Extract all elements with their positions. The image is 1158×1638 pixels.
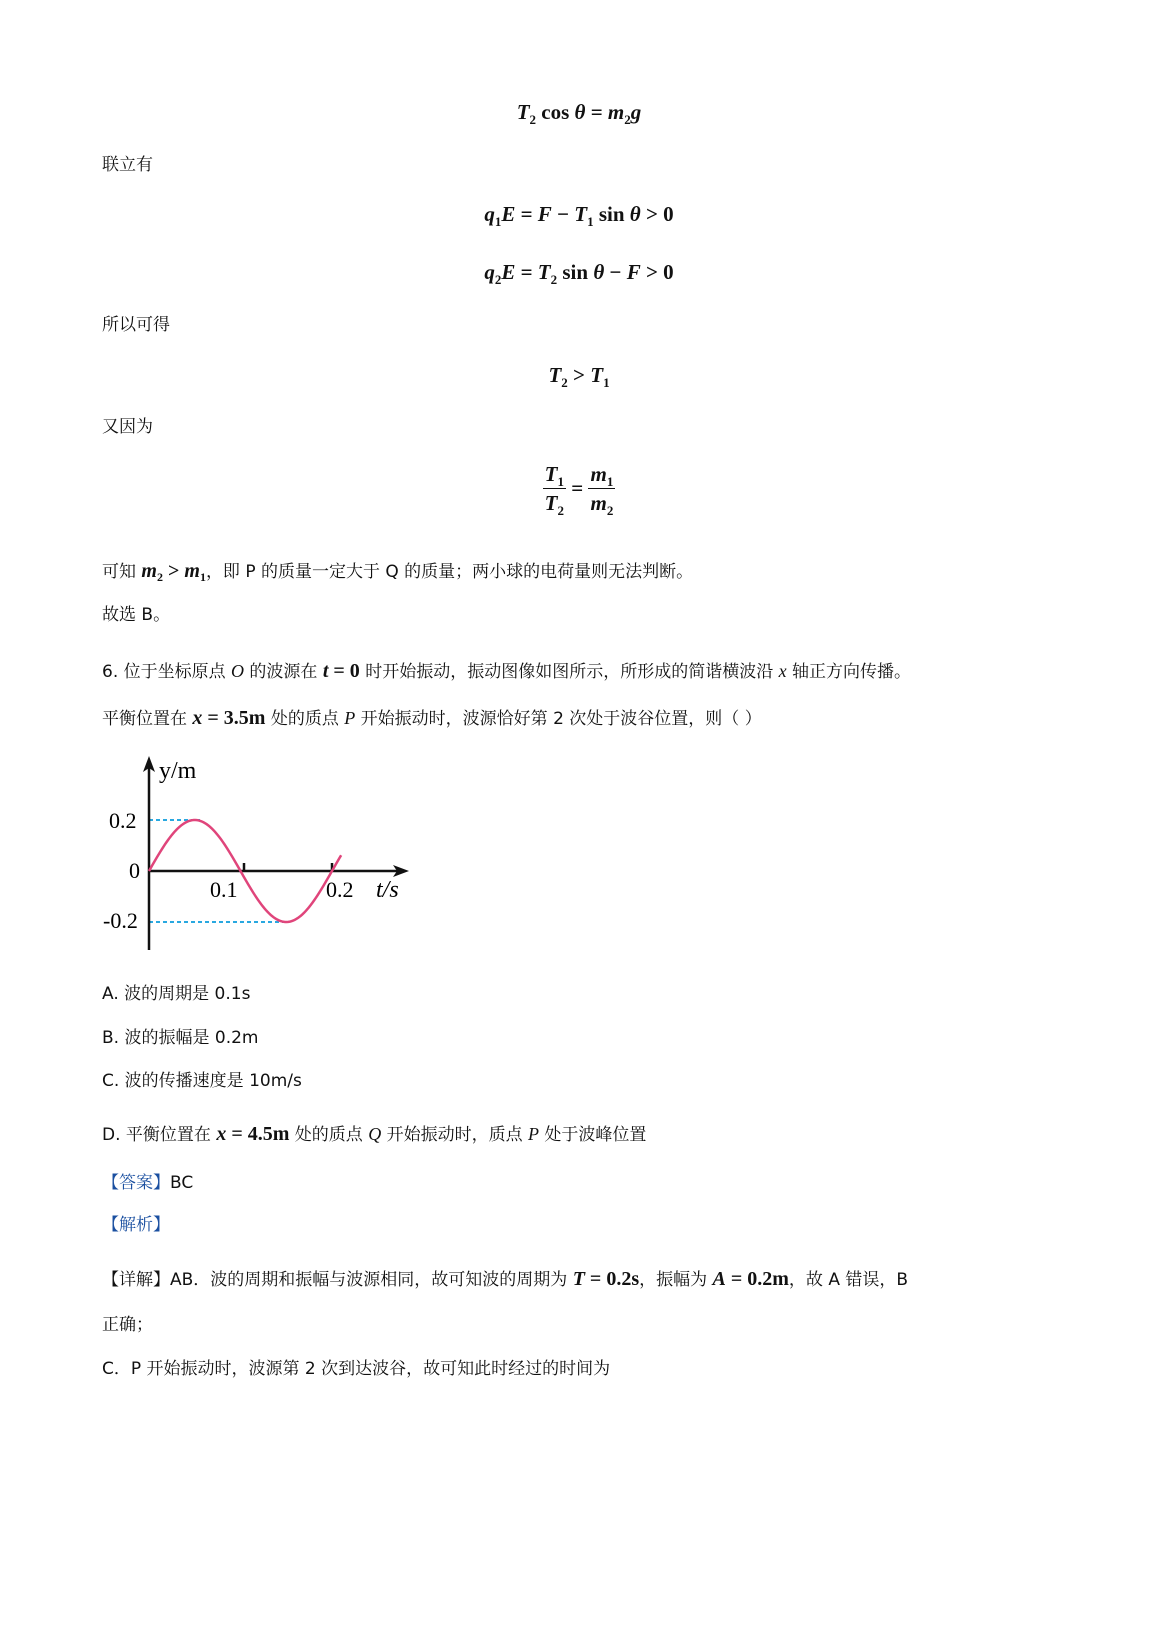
fraction-m: $\frac{m_1}{m_2}$: [590, 462, 614, 518]
y-axis-label: y/m: [159, 758, 197, 784]
answer-line: [102, 1172, 193, 1194]
text-lianli: 联立有: [102, 155, 153, 175]
y-tick-label-zero: 0: [129, 858, 140, 883]
x-tick-label-1: 0.1: [210, 877, 238, 902]
detail-line2: 正确；: [102, 1315, 153, 1335]
equation-t2cos: $T_2$ $\cos \theta = m_2g$: [516, 100, 642, 127]
equation-ratio: $\frac{T_1}{T_2}$ = $\frac{m_1}{m_2}$: [544, 462, 614, 518]
text-guxuan: 故选 B。: [102, 605, 171, 625]
y-tick-label-top: 0.2: [109, 808, 137, 833]
option-a: A. 波的周期是 0.1s: [102, 984, 251, 1004]
x-axis-label: t/s: [376, 877, 399, 903]
text-suoyi: 所以可得: [102, 315, 170, 335]
option-d: D. 平衡位置在 x = 4.5m 处的质点 Q 开始振动时，质点 P 处于波峰位置: [102, 1123, 647, 1145]
detail-line3: C．P 开始振动时，波源第 2 次到达波谷，故可知此时经过的时间为: [102, 1359, 611, 1379]
option-c: C. 波的传播速度是 10m/s: [102, 1071, 302, 1091]
answer-value: BC: [170, 1173, 194, 1193]
question-6-line1: 6. 位于坐标原点 O 的波源在 t = 0 时开始振动，振动图像如图所示，所形成的简谐横波沿 x 轴正方向传播。: [102, 660, 912, 682]
analysis-tag: 【解析】: [102, 1215, 170, 1235]
answer-tag: 【答案】: [102, 1173, 170, 1193]
equation-t2-gt-t1: $T_2 > T_1$: [548, 363, 610, 390]
fraction-t: $\frac{T_1}{T_2}$: [544, 462, 564, 518]
x-tick-label-2: 0.2: [326, 877, 354, 902]
equation-q1e: $q_1E = F - T_1$ sin θ > 0: [484, 202, 674, 229]
question-6-line2: 平衡位置在 x = 3.5m 处的质点 P 开始振动时，波源恰好第 2 次处于波谷位置，则（ ）: [102, 707, 762, 729]
vibration-graph: [95, 750, 425, 960]
text-kezhi: 可知 $m_2 > m_1$，即 P 的质量一定大于 Q 的质量；两小球的电荷量则无法判断。: [102, 560, 694, 584]
detail-line1: 【详解】AB．波的周期和振幅与波源相同，故可知波的周期为 T = 0.2s，振幅为 A = 0.2m，故 A 错误，B: [102, 1268, 909, 1290]
y-tick-label-bottom: -0.2: [103, 908, 138, 933]
text-youyin: 又因为: [102, 417, 153, 437]
equation-q2e: $q_2E = T_2$ sin θ − F > 0: [484, 260, 674, 287]
option-b: B. 波的振幅是 0.2m: [102, 1028, 259, 1048]
